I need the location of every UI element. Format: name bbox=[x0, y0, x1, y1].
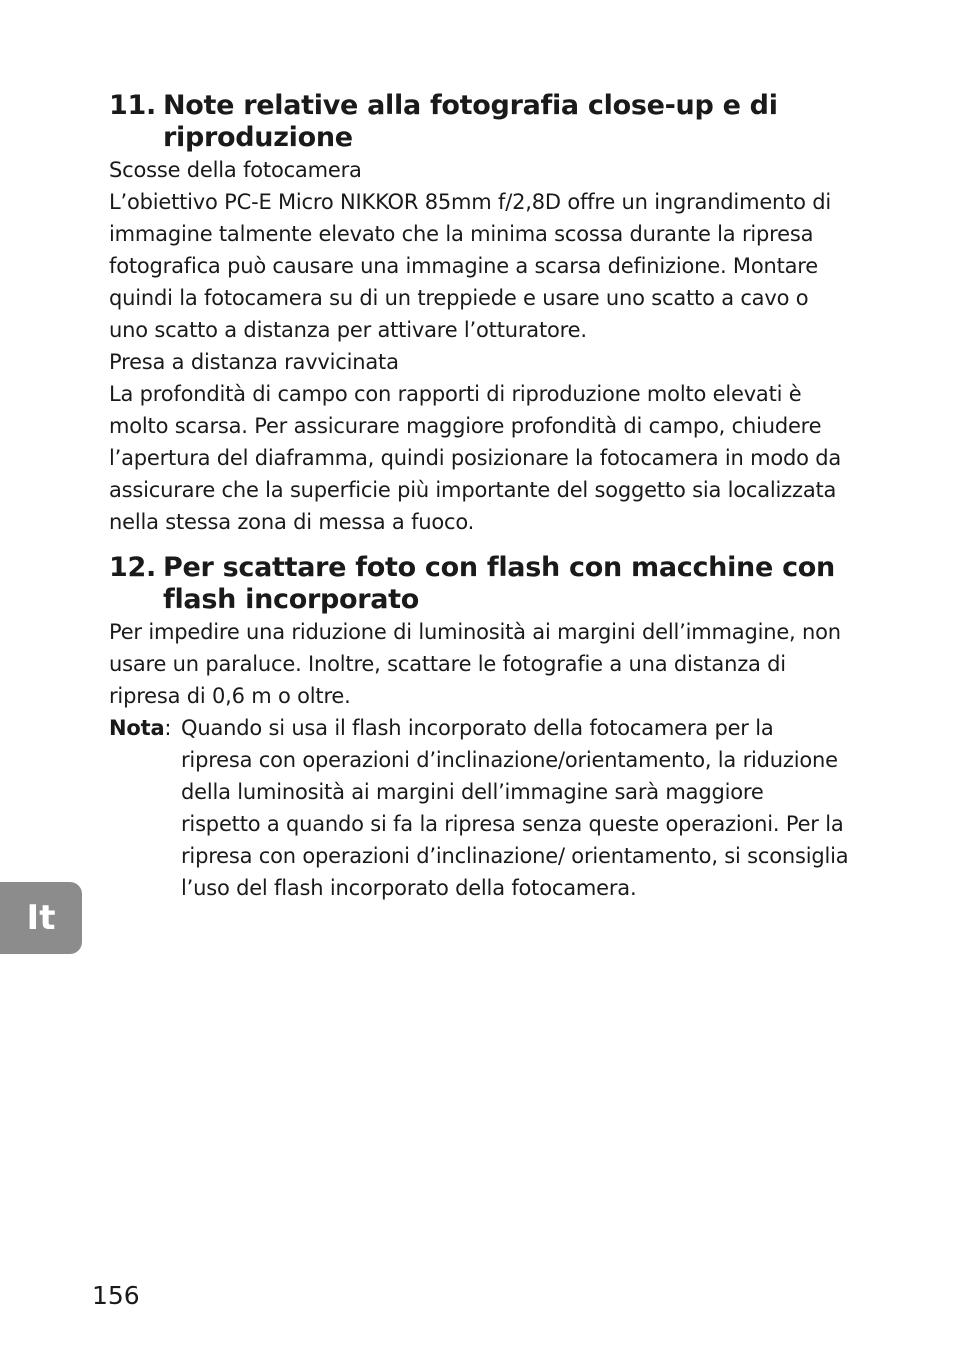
section-12-heading: Per scattare foto con flash con macchine con flash incorporato bbox=[163, 552, 835, 615]
subheading-camera-shake: Scosse della fotocamera bbox=[109, 158, 362, 182]
note-block bbox=[109, 712, 849, 904]
paragraph-close-range: La profondità di campo con rapporti di riproduzione molto elevati è molto scarsa. Per assicurare maggiore profondità di campo, chiudere l’apertura del diaframma, quindi posizionare la fotocamera in modo da assicurare che la superficie più importante del soggetto sia localizzata nella stessa zona di messa a fuoco. bbox=[109, 382, 842, 534]
subheading-close-range: Presa a distanza ravvicinata bbox=[109, 350, 399, 374]
note-label-wrap bbox=[109, 712, 181, 904]
section-12-title bbox=[109, 552, 849, 616]
section-12-number: 12. bbox=[109, 552, 156, 583]
paragraph-camera-shake: L’obiettivo PC-E Micro NIKKOR 85mm f/2,8D offre un ingrandimento di immagine talmente elevato che la minima scossa durante la ripresa fotografica può causare una immagine a scarsa definizione. Montare quindi la fotocamera su di un treppiede e usare uno scatto a cavo o uno scatto a distanza per attivare l’otturatore. bbox=[109, 190, 832, 342]
section-11-number: 11. bbox=[109, 90, 156, 121]
note-label: Nota bbox=[109, 716, 165, 740]
language-tab: It bbox=[0, 882, 82, 954]
paragraph-flash: Per impedire una riduzione di luminosità ai margini dell’immagine, non usare un paraluce. Inoltre, scattare le fotografie a una distanza di ripresa di 0,6 m o oltre. bbox=[109, 620, 841, 708]
page-content bbox=[109, 90, 849, 904]
note-text: Quando si usa il flash incorporato della fotocamera per la ripresa con operazioni d’inclinazione/orientamento, la riduzione della luminosità ai margini dell’immagine sarà maggiore rispetto a quando si fa la ripresa senza queste operazioni. Per la ripresa con operazioni d’inclinazione/ orientamento, si sconsiglia l’uso del flash incorporato della fotocamera. bbox=[181, 716, 849, 900]
note-separator: : bbox=[164, 716, 172, 740]
page-number: 156 bbox=[92, 1281, 140, 1310]
section-11-heading: Note relative alla fotografia close-up e di riproduzione bbox=[163, 90, 778, 153]
section-11-title bbox=[109, 90, 849, 154]
